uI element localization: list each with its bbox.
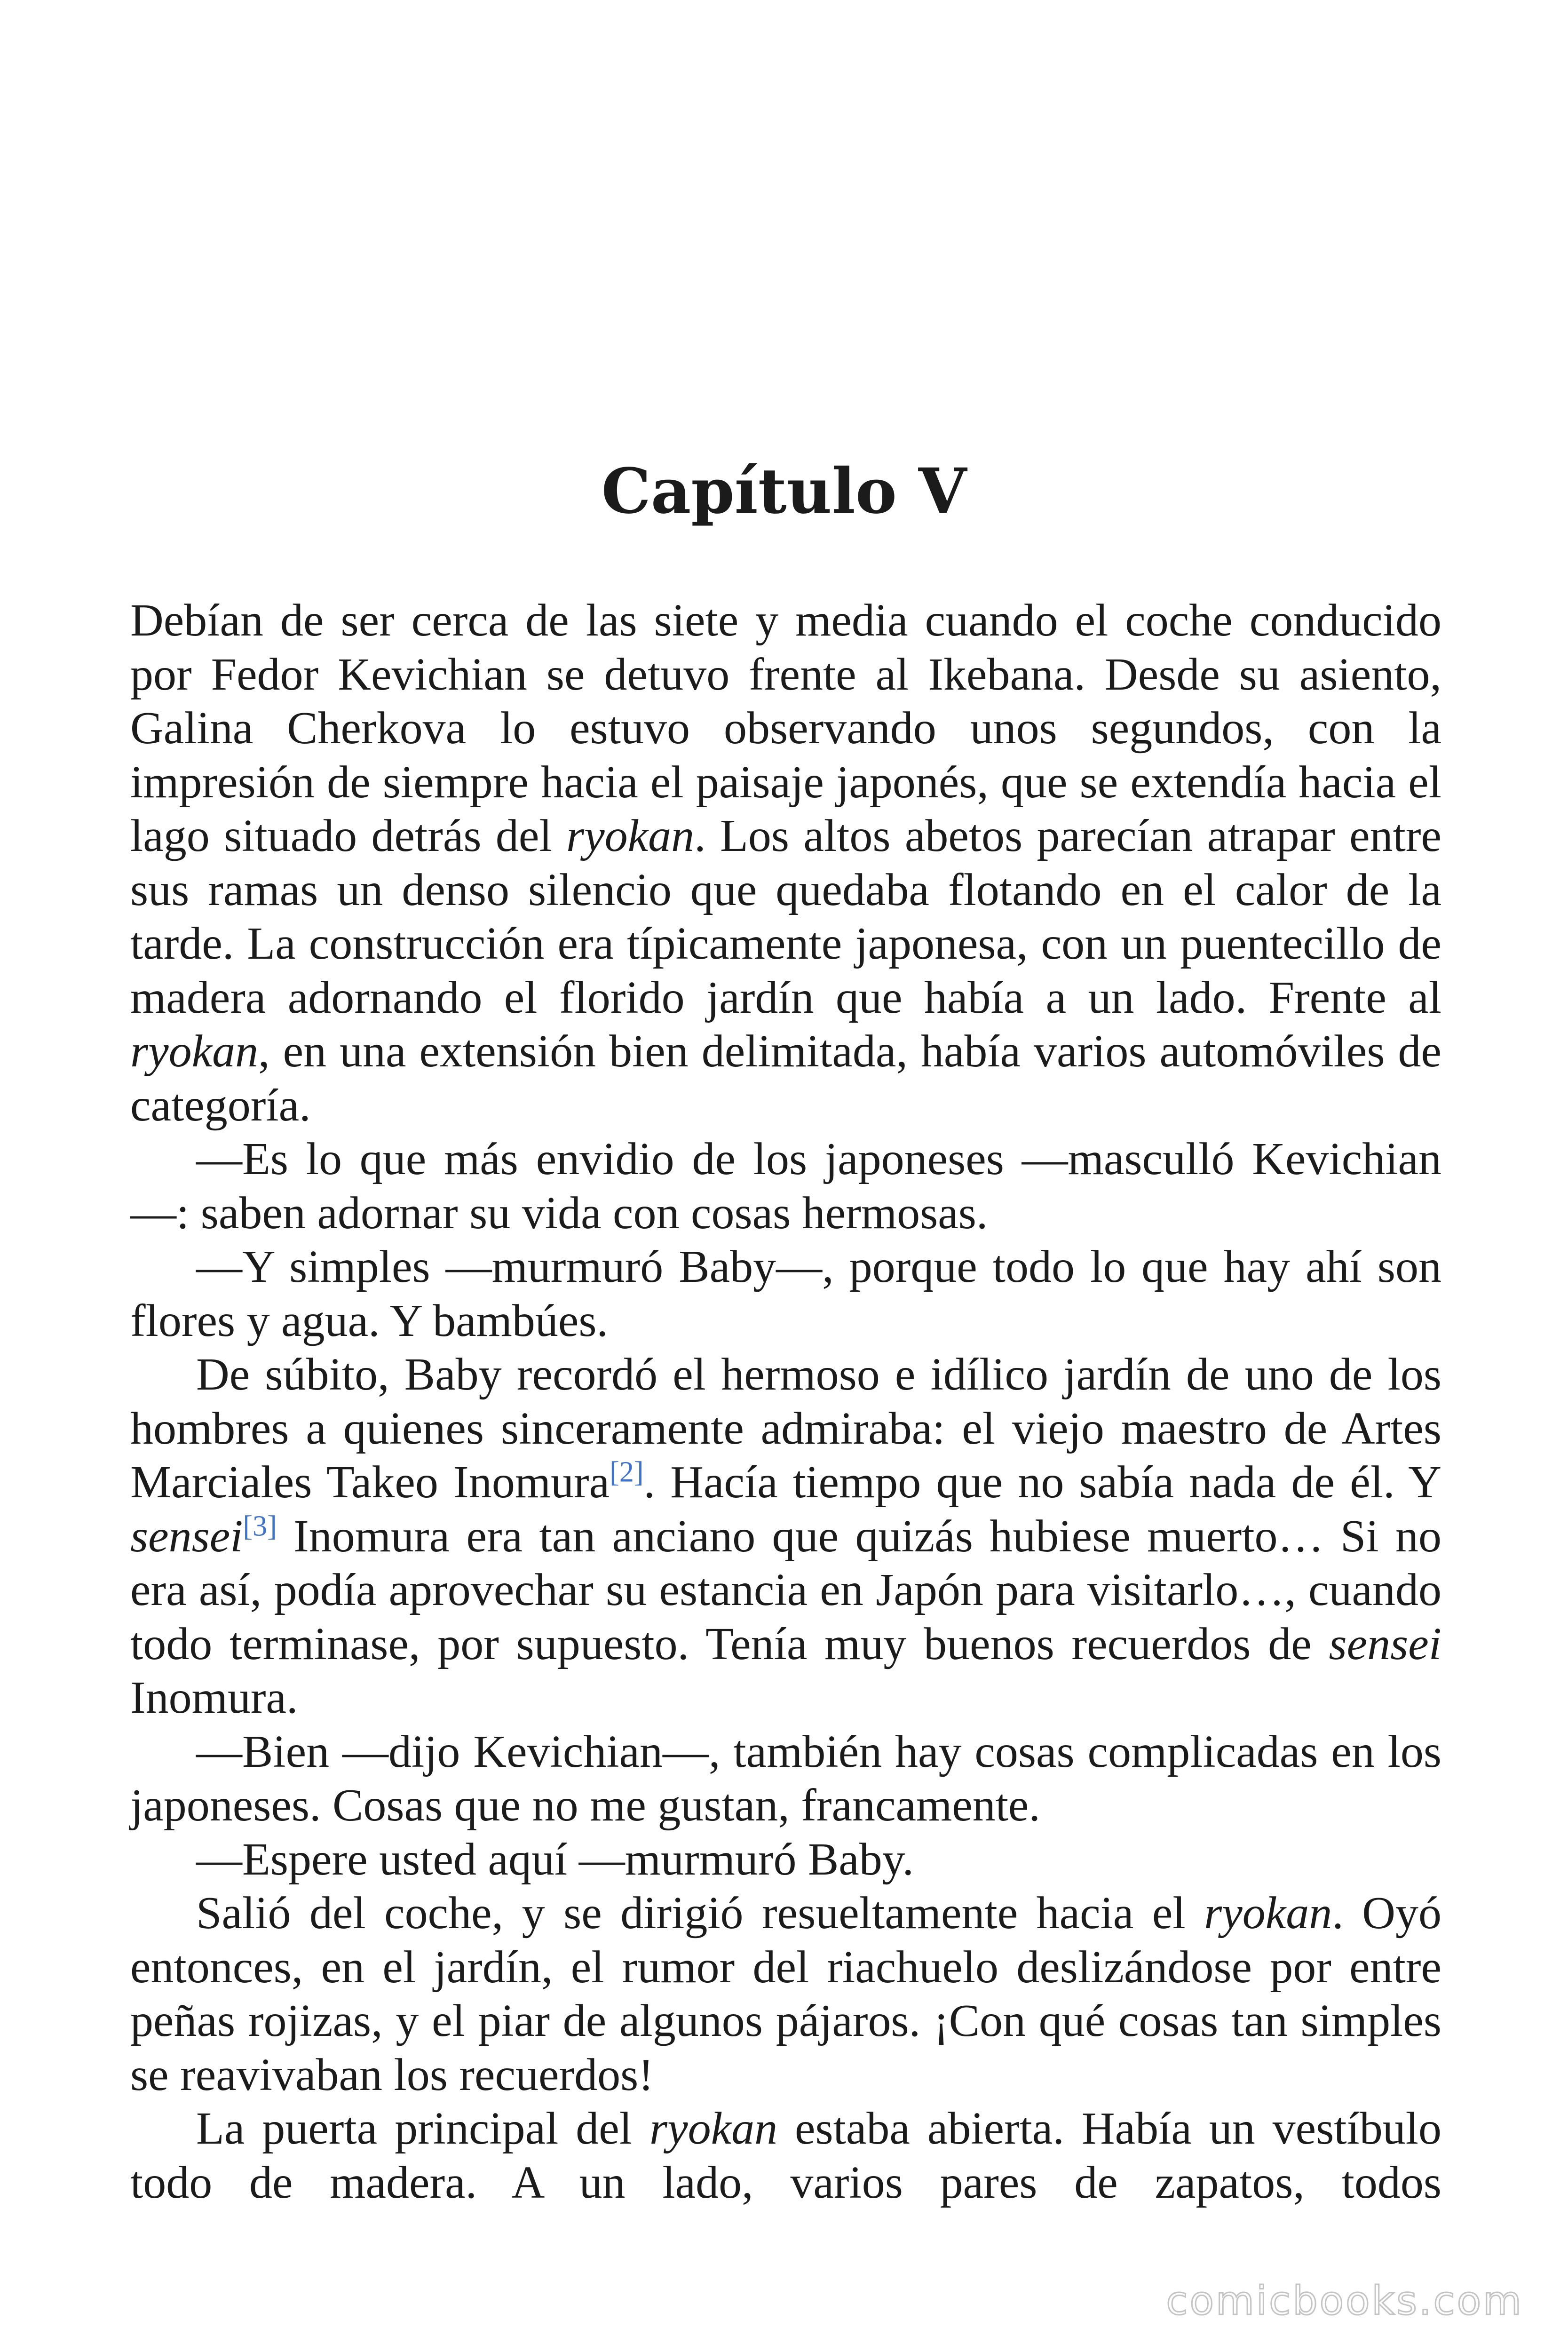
paragraph-1-italic-ryokan-1: ryokan bbox=[566, 810, 695, 861]
paragraph-7-text-a: Salió del coche, y se dirigió resueltamente hacia el bbox=[196, 1888, 1204, 1939]
paragraph-7-italic-ryokan: ryokan bbox=[1204, 1888, 1332, 1939]
paragraph-1-text-a: Debían de ser cerca de las siete y media cuando el coche conducido por Fedor Kevichian se detuvo frente al Ikebana. Desde su asiento, Galina Cherkova lo estuvo observando unos segundos, con la impresión de siempre hacia el paisaje japonés, que se extendía hacia el lago situado detrás del bbox=[130, 595, 1441, 861]
paragraph-1 bbox=[130, 594, 1441, 1132]
paragraph-8-italic-ryokan: ryokan bbox=[649, 2103, 778, 2154]
watermark: comicbooks.com bbox=[1166, 2278, 1523, 2324]
paragraph-1-text-e: , en una extensión bien delimitada, había varios automóviles de categoría. bbox=[130, 1026, 1441, 1131]
paragraph-8-text-c: estaba abierta. Había un vestíbulo todo de madera. A un lado, varios pares de zapatos, todos bbox=[130, 2103, 1441, 2208]
paragraph-4-text-f: Inomura. bbox=[130, 1672, 298, 1723]
paragraph-8 bbox=[130, 2102, 1441, 2209]
paragraph-8-text-a: La puerta principal del bbox=[196, 2103, 649, 2154]
paragraph-4 bbox=[130, 1348, 1441, 1725]
paragraph-1-text-c: . Los altos abetos parecían atrapar entre sus ramas un denso silencio que quedaba flotando en el calor de la tarde. La construcción era típicamente japonesa, con un puentecillo de madera adornando el florido jardín que había a un lado. Frente al bbox=[130, 810, 1441, 1023]
chapter-body bbox=[130, 594, 1441, 2209]
paragraph-5: —Bien —dijo Kevichian—, también hay cosas complicadas en los japoneses. Cosas que no me gustan, francamente. bbox=[130, 1726, 1441, 1831]
paragraph-7 bbox=[130, 1886, 1441, 2102]
paragraph-4-text-d: Inomura era tan anciano que quizás hubiese muerto… Si no era así, podía aprovechar su estancia en Japón para visitarlo…, cuando todo terminase, por supuesto. Tenía muy buenos recuerdos de bbox=[130, 1510, 1441, 1669]
paragraph-7-text-c: . Oyó entonces, en el jardín, el rumor del riachuelo deslizándose por entre peñas rojizas, y el piar de algunos pájaros. ¡Con qué cosas tan simples se reavivaban los recuerdos! bbox=[130, 1888, 1441, 2100]
paragraph-4-italic-sensei-1: sensei bbox=[130, 1510, 243, 1562]
chapter-title: Capítulo V bbox=[601, 455, 967, 528]
paragraph-4-text-b: . Hacía tiempo que no sabía nada de él. Y bbox=[643, 1457, 1441, 1508]
footnote-link-2[interactable]: [2] bbox=[610, 1456, 644, 1488]
paragraph-6: —Espere usted aquí —murmuró Baby. bbox=[196, 1834, 914, 1885]
paragraph-1-italic-ryokan-2: ryokan bbox=[130, 1026, 259, 1077]
paragraph-3: —Y simples —murmuró Baby—, porque todo lo que hay ahí son flores y agua. Y bambúes. bbox=[130, 1241, 1441, 1346]
paragraph-2: —Es lo que más envidio de los japoneses —masculló Kevichian —: saben adornar su vida con cosas hermosas. bbox=[130, 1134, 1441, 1239]
paragraph-4-text-a: De súbito, Baby recordó el hermoso e idílico jardín de uno de los hombres a quienes sinceramente admiraba: el viejo maestro de Artes Marciales Takeo Inomura bbox=[130, 1349, 1441, 1508]
paragraph-4-italic-sensei-2: sensei bbox=[1329, 1618, 1441, 1669]
footnote-link-3[interactable]: [3] bbox=[243, 1510, 277, 1542]
